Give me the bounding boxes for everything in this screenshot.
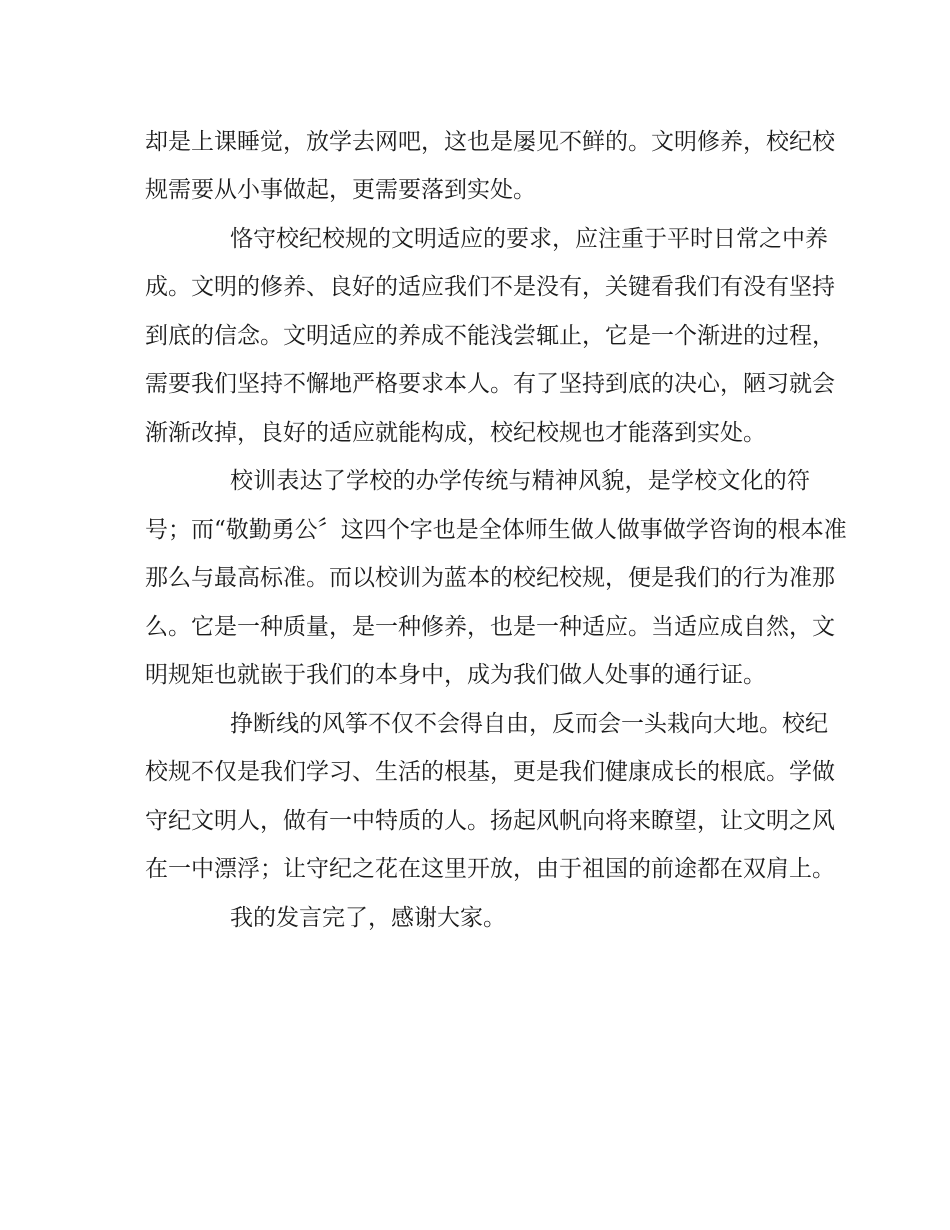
text-line: 恪守校纪校规的文明适应的要求，应注重于平时日常之中养 [230,226,828,252]
text-line: 规需要从小事做起，更需要落到实处。 [145,177,536,203]
text-line: 么。它是一种质量，是一种修养，也是一种适应。当适应成自然，文 [145,614,835,640]
text-line: 成。文明的修养、良好的适应我们不是没有，关键看我们有没有坚持 [145,274,835,300]
text-line: 明规矩也就嵌于我们的本身中，成为我们做人处事的通行证。 [145,662,766,688]
text-line: 渐渐改掉，良好的适应就能构成，校纪校规也才能落到实处。 [145,420,766,446]
text-line: 守纪文明人，做有一中特质的人。扬起风帆向将来瞭望，让文明之风 [145,808,835,834]
text-line: 却是上课睡觉，放学去网吧，这也是屡见不鲜的。文明修养，校纪校 [145,129,835,155]
text-line: 那么与最高标准。而以校训为蓝本的校纪校规，便是我们的行为准那 [145,565,835,591]
text-line: 校训表达了学校的办学传统与精神风貌，是学校文化的符 [230,468,810,494]
text-line: 挣断线的风筝不仅不会得自由，反而会一头栽向大地。校纪 [230,711,828,737]
text-line: 我的发言完了，感谢大家。 [230,905,506,931]
text-line: 需要我们坚持不懈地严格要求本人。有了坚持到底的决心，陋习就会 [145,371,835,397]
text-line: 校规不仅是我们学习、生活的根基，更是我们健康成长的根底。学做 [145,759,835,785]
text-line: 到底的信念。文明适应的养成不能浅尝辄止，它是一个渐进的过程， [145,323,835,349]
text-line: 在一中漂浮；让守纪之花在这里开放，由于祖国的前途都在双肩上。 [145,856,835,882]
text-line: 号；而“敬勤勇公〞这四个字也是全体师生做人做事做学咨询的根本准 [145,517,847,543]
